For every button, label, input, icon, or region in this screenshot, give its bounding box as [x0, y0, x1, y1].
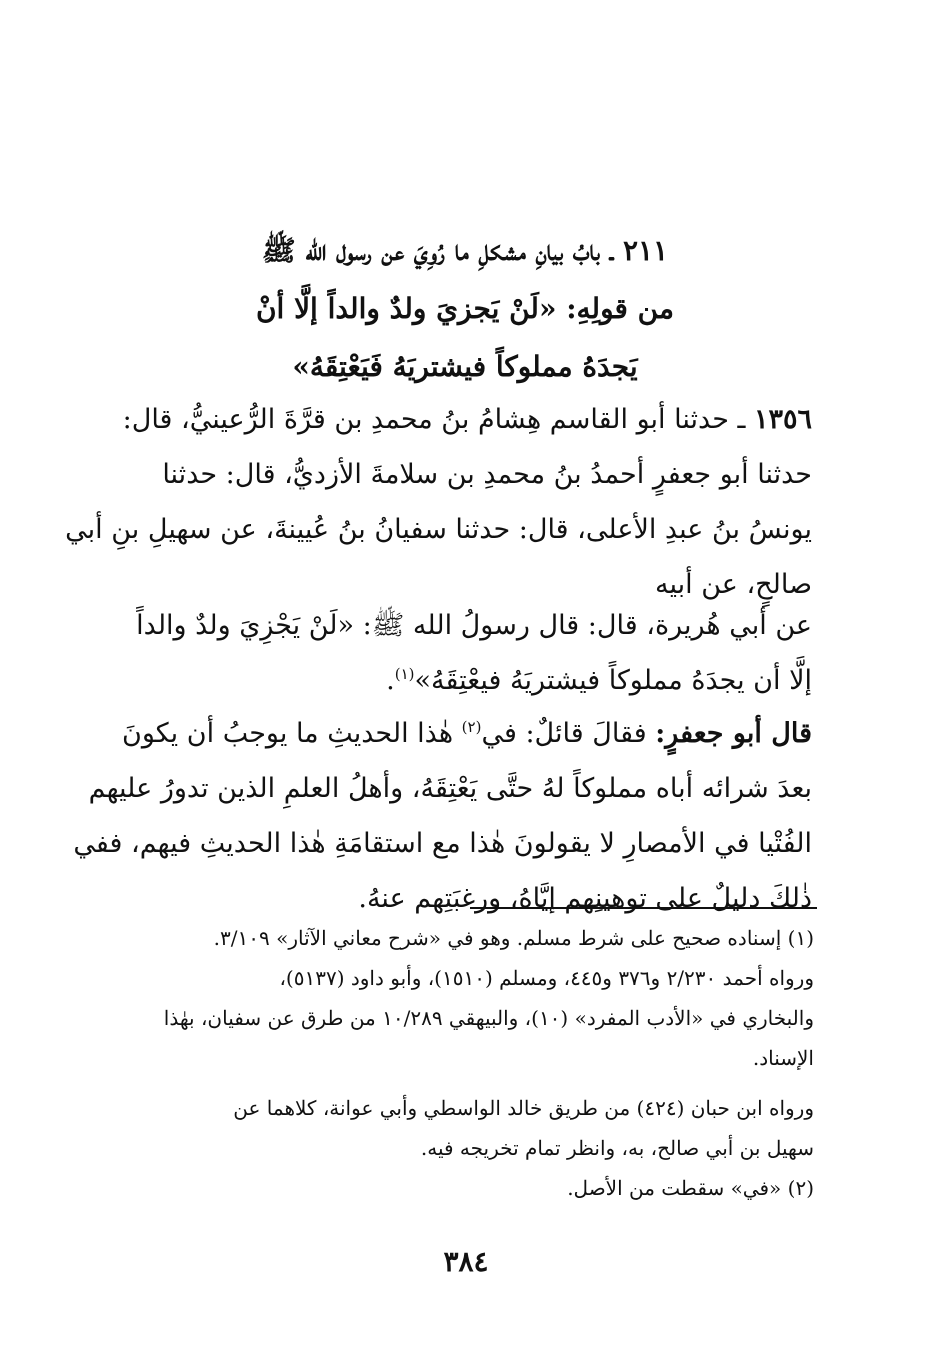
page-number: ٣٨٤ [443, 1245, 489, 1278]
footnote-ref: (٢) [461, 718, 482, 736]
footnotes [102, 918, 814, 1208]
hadith-isnad [65, 392, 812, 612]
hadith-number: ١٣٥٦ [753, 404, 812, 435]
commentary [73, 706, 812, 926]
footnote-line: (١) إسناده صحيح على شرط مسلم. وهو في «شرح معاني الآثار» ٣/١٠٩. [213, 926, 814, 950]
matn-line: عن أبي هُريرة، قال: قال رسولُ الله ﷺ: «لَنْ يَجْزِيَ ولدٌ والداً [136, 610, 812, 641]
footnote-divider [470, 907, 817, 909]
chapter-title-line: يَجدَهُ مملوكاً فيشتريَهُ فَيَعْتِقَهُ» [292, 350, 638, 383]
chapter-title [140, 222, 790, 396]
footnote-line: (٢) «في» سقطت من الأصل. [567, 1176, 814, 1200]
footnote-line: الإسناد. [752, 1046, 814, 1070]
commentary-line: قال أبو جعفرٍ: فقالَ قائلٌ: في$^{(٢)}$ هٰذا الحديثِ ما يوجبُ أن يكونَ [122, 718, 812, 749]
isnad-line: يونسُ بنُ عبدِ الأعلى، قال: حدثنا سفيانُ بنُ عُيينةَ، عن سهيلِ بنِ أبي [65, 514, 812, 545]
footnote-line: ورواه ابن حبان (٤٢٤) من طريق خالد الواسطي وأبي عوانة، كلاهما عن [233, 1096, 814, 1120]
footnote-line: ورواه أحمد ٢/٢٣٠ و٣٧٦ و٤٤٥، ومسلم (١٥١٠)، وأبو داود (٥١٣٧)، [279, 966, 814, 990]
commentary-line: ذٰلكَ دليلٌ على توهينِهم إيَّاهُ، ورغبَتِهم عنهُ. [358, 883, 812, 914]
footnote-line: سهيل بن أبي صالح، به، وانظر تمام تخريجه فيه. [420, 1136, 814, 1160]
isnad-line: ١٣٥٦ ـ حدثنا أبو القاسم هِشامُ بنُ محمدِ بن قرَّةَ الرُّعينيُّ، قال: [122, 404, 812, 435]
commentary-line: بعدَ شرائه أباه مملوكاً لهُ حتَّى يَعْتِقَهُ، وأهلُ العلمِ الذين تدورُ عليهم [88, 773, 812, 804]
chapter-title-line: ٢١١ ـ بابُ بيانِ مشكلِ ما رُوِيَ عن رسول الله ﷺ [261, 234, 669, 267]
isnad-line: صالحٍ، عن أبيه [655, 569, 812, 600]
commentary-line: الفُتْيا في الأمصارِ لا يقولونَ هٰذا مع استقامَةِ هٰذا الحديثِ فيهم، ففي [73, 828, 812, 859]
matn-line: إلَّا أن يجدَهُ مملوكاً فيشتريَهُ فيعْتِقَهُ»$^{(١)}$. [386, 665, 812, 696]
footnote-line: والبخاري في «الأدب المفرد» (١٠)، والبيهقي ١٠/٢٨٩ من طرق عن سفيان، بهٰذا [163, 1006, 814, 1030]
isnad-line: حدثنا أبو جعفرٍ أحمدُ بنُ محمدِ بن سلامةَ الأزديُّ، قال: حدثنا [162, 459, 812, 490]
footnote-ref: (١) [394, 665, 415, 683]
commentary-lead: قال أبو جعفرٍ: [655, 718, 812, 749]
hadith-matn [100, 598, 812, 708]
chapter-title-line: من قولِهِ: «لَنْ يَجزيَ ولدٌ والداً إلَّا أنْ [255, 292, 674, 325]
